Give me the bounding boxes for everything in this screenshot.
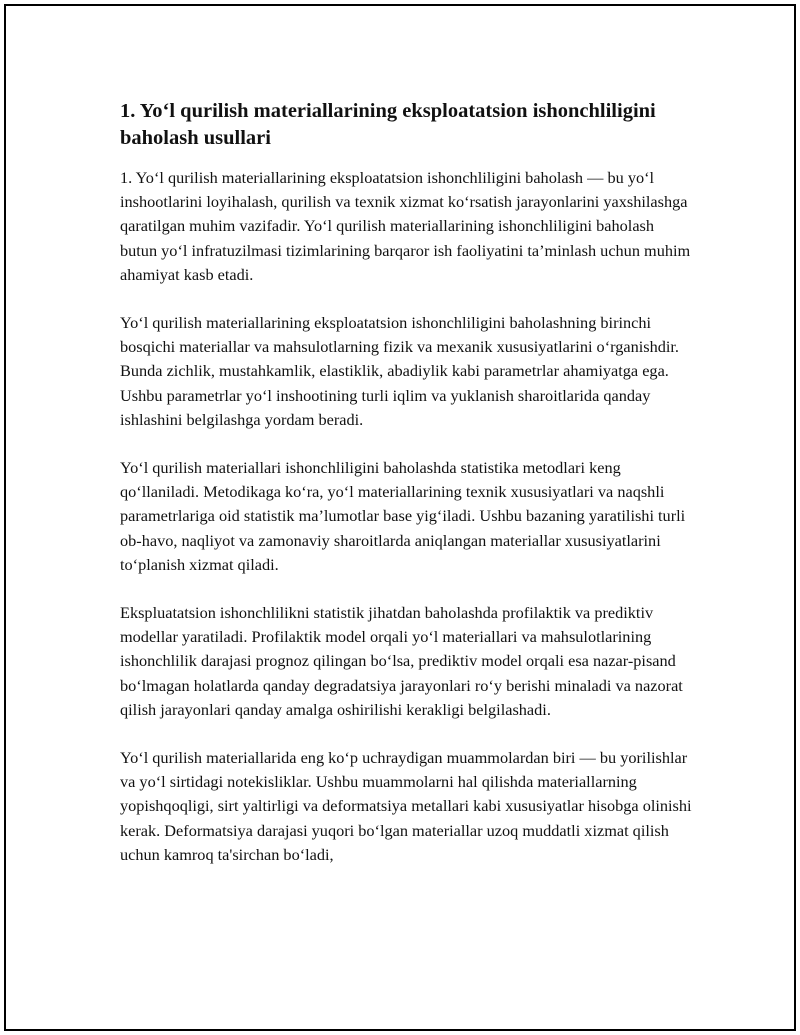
paragraph-4: Ekspluatatsion ishonchlilikni statistik jihatdan baholashda profilaktik va prediktiv modellar yaratiladi. Profilaktik model orqali yo‘l materiallari va mahsulotlarining ishonchlilik darajasi prognoz qilingan bo‘lsa, prediktiv model orqali esa nazar-pisand bo‘lmagan holatlarda qanday degradatsiya jarayonlari ro‘y berishi minaladi va nazorat qilish jarayonlari qanday amalga oshirilishi kerakligi belgilashadi. bbox=[120, 603, 683, 719]
paragraph-1: 1. Yo‘l qurilish materiallarining eksploatatsion ishonchliligini baholash — bu yo‘l inshootlarini loyihalash, qurilish va texnik xizmat ko‘rsatish jarayonlarini yaxshilashga qaratilgan muhim vazifadir. Yo‘l qurilish materiallarining ishonchliligini baholash butun yo‘l infratuzilmasi tizimlarining barqaror ish faoliyatini ta’minlash uchun muhim ahamiyat kasb etadi. bbox=[120, 168, 691, 284]
document-page bbox=[4, 4, 796, 1031]
section-heading: 1. Yo‘l qurilish materiallarining eksploatatsion ishonchliligini baholash usullari bbox=[120, 100, 656, 149]
paragraph-2: Yo‘l qurilish materiallarining eksploatatsion ishonchliligini baholashning birinchi bosqichi materiallar va mahsulotlarning fizik va mexanik xususiyatlarini o‘rganishdir. Bunda zichlik, mustahkamlik, elastiklik, abadiylik kabi parametrlar ahamiyatga ega. Ushbu parametrlar yo‘l inshootining turli iqlim va yuklanish sharoitlarida qanday ishlashini belgilashga yordam beradi. bbox=[120, 313, 680, 429]
document-body bbox=[120, 98, 692, 891]
paragraph-5: Yo‘l qurilish materiallarida eng ko‘p uchraydigan muammolardan biri — bu yorilishlar va yo‘l sirtidagi notekisliklar. Ushbu muammolarni hal qilishda materiallarning yopishqoqligi, sirt yaltirligi va deformatsiya metallari kabi xususiyatlar hisobga olinishi kerak. Deformatsiya darajasi yuqori bo‘lgan materiallar uzoq muddatli xizmat qilish uchun kamroq ta'sirchan bo‘ladi, bbox=[120, 748, 692, 864]
paragraph-3: Yo‘l qurilish materiallari ishonchliligini baholashda statistika metodlari keng qo‘llaniladi. Metodikaga ko‘ra, yo‘l materiallarining texnik xususiyatlari va naqshli parametrlariga oid statistik ma’lumotlar base yig‘iladi. Ushbu bazaning yaratilishi turli ob-havo, naqliyot va zamonaviy sharoitlarda aniqlangan materiallar xususiyatlarini to‘planish xizmat qiladi. bbox=[120, 458, 686, 574]
